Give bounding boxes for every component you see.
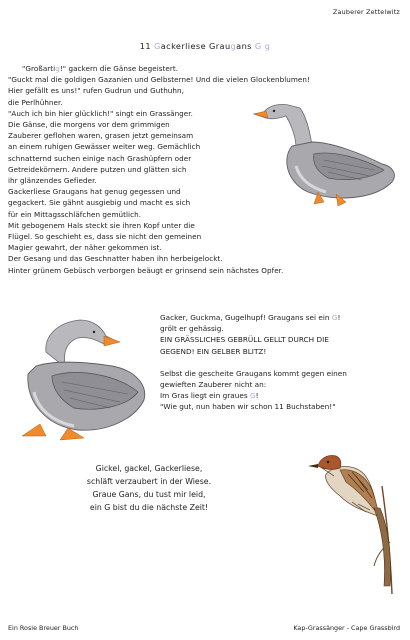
story-line: Flügel. So geschieht es, dass sie nicht den gemeinen [8, 232, 202, 242]
story-line: schnatternd suchen einige nach Grashüpfern oder [8, 153, 192, 163]
bird-caption: Kap-Grassänger - Cape Grassbird [293, 624, 400, 632]
standing-goose-illustration [252, 96, 400, 208]
poem-line: ein G bist du die nächste Zeit! [89, 503, 209, 512]
story-line: Getreidekörnern. Andere putzen und glätten sich [8, 164, 187, 174]
story-line: für ein Mittagsschläfchen gemütlich. [8, 209, 142, 219]
title-letter-g: G [154, 41, 161, 51]
story-line: die Perlhühner. [8, 97, 63, 107]
book-credit: Ein Rosie Breuer Buch [8, 624, 79, 632]
poem-line: Gickel, gackel, Gackerliese, [95, 464, 203, 473]
shout-line: Gacker, Guckma, Gugelhupf! Graugans sei ein G! [160, 313, 341, 322]
shout-line: Im Gras liegt ein graues G! [160, 391, 259, 401]
story-line: Hinter grünem Gebüsch verborgen beäugt er grinsend sein nächstes Opfer. [8, 265, 284, 275]
letter-uppercase: G [254, 41, 262, 51]
story-line: "Guckt mal die goldigen Gazanien und Gelbsterne! Und die vielen Glockenblumen! [8, 75, 310, 85]
shout-block [160, 312, 405, 413]
story-line: gegackert. Sie gähnt ausgiebig und macht es sich [8, 198, 191, 208]
poem [14, 462, 284, 514]
story-line: Die Gänse, die morgens vor dem grimmigen [8, 120, 170, 130]
series-title: Zauberer Zettelwitz [332, 8, 400, 16]
poem-line: Graue Gans, du tust mir leid, [92, 490, 206, 499]
story-line: Magier gewahrt, der näher gekommen ist. [8, 243, 162, 253]
shout-line: "Wie gut, nun haben wir schon 11 Buchstaben!" [160, 402, 336, 412]
story-line: Gackerliese Graugans hat genug gegessen und [8, 187, 181, 197]
story-line: Zauberer geflohen waren, grasen jetzt gemeinsam [8, 131, 194, 141]
story-line: Hier gefällt es uns!" rufen Gudrun und Guthuhn, [8, 86, 184, 96]
page-title: 11 Gackerliese Graugans G g [139, 41, 271, 51]
story-line: "Großartig!" gackern die Gänse begeistert. [22, 64, 179, 73]
story-line: an einem ruhigen Gewässer weiter weg. Gemächlich [8, 142, 201, 152]
letter-lowercase: g [264, 41, 271, 51]
story-line: "Auch ich bin hier glücklich!" singt ein Grassänger. [8, 108, 193, 118]
shout-line: GEGEND! EIN GELBER BLITZ! [160, 346, 267, 356]
shout-line: gewieften Zauberer nicht an: [160, 380, 267, 390]
story-line: Mit gebogenem Hals steckt sie ihren Kopf unter die [8, 220, 195, 230]
grassbird-illustration [306, 446, 402, 596]
preening-goose-illustration [16, 312, 152, 442]
poem-line: schläft verzaubert in der Wiese. [86, 477, 212, 486]
shout-line: Selbst die gescheite Graugans kommt gegen einen [160, 368, 347, 378]
shout-line: grölt er gehässig. [160, 324, 224, 334]
story-line: ihr glänzendes Gefieder. [8, 176, 97, 186]
story-line: Der Gesang und das Geschnatter haben ihn herbeigelockt. [8, 254, 223, 264]
shout-line: EIN GRÄSSLICHES GEBRÜLL GELLT DURCH DIE [160, 335, 329, 345]
